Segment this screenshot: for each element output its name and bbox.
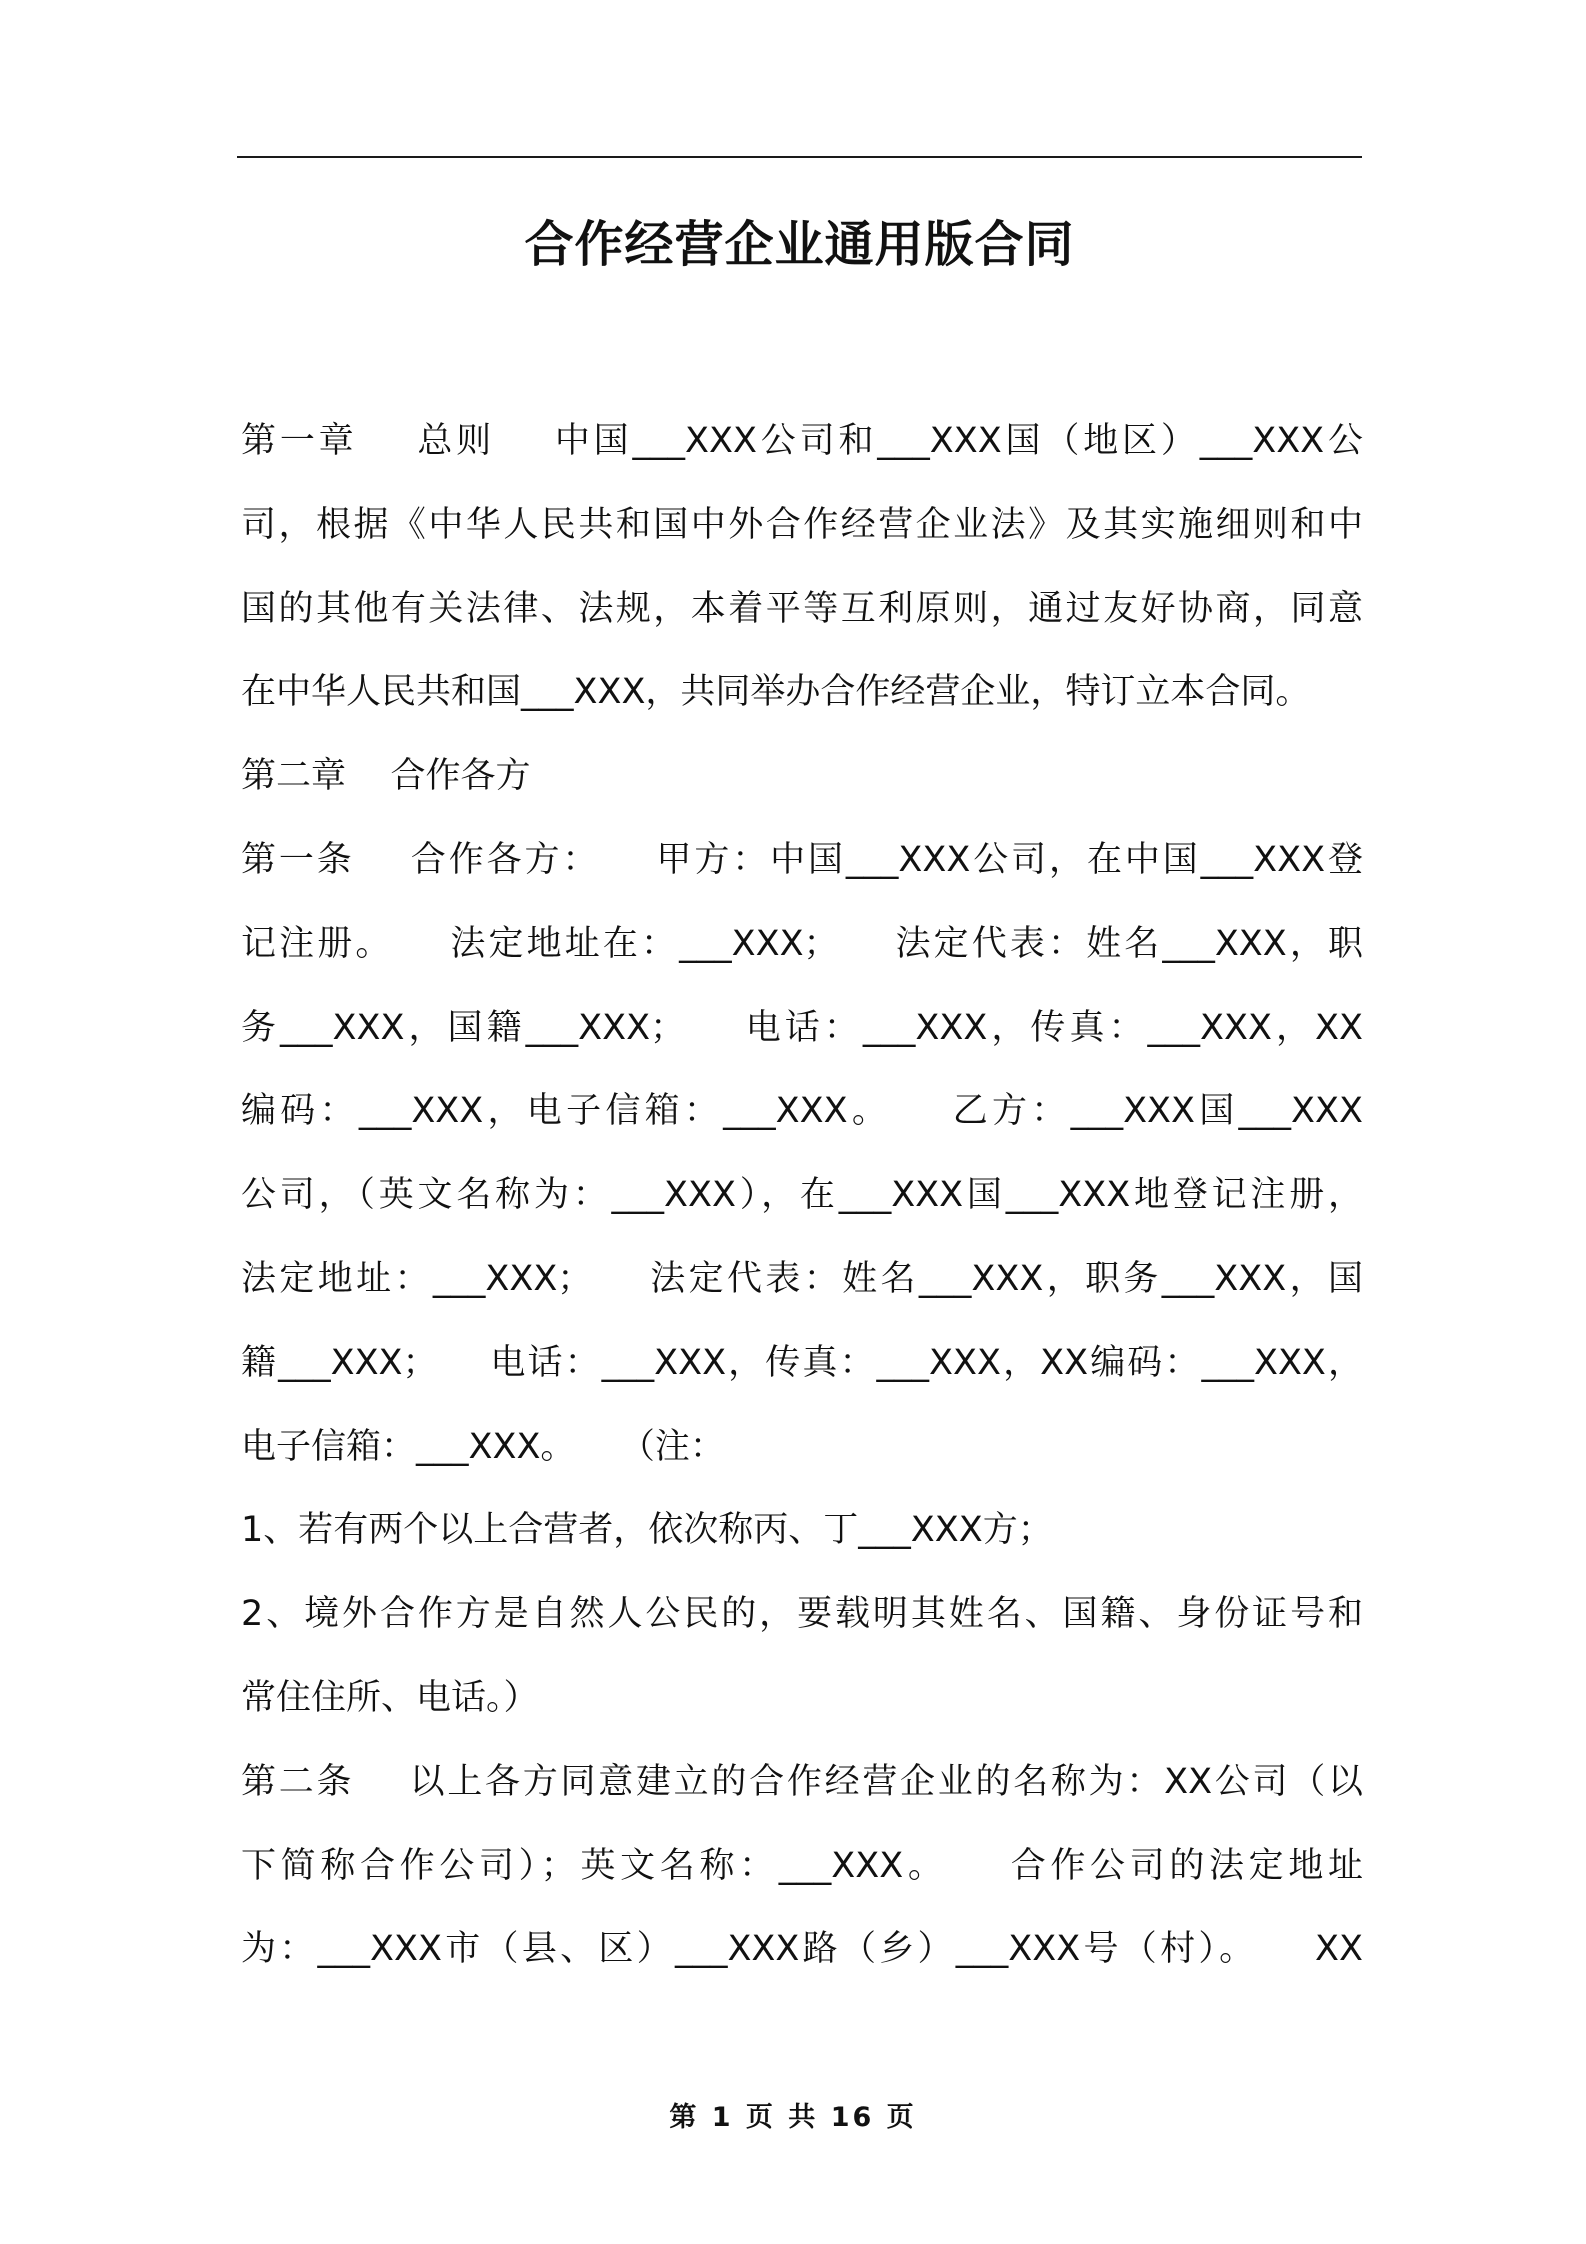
body-line: 司，根据《中华人民共和国中外合作经营企业法》及其实施细则和中: [241, 504, 1363, 545]
body-line: 籍___XXX； 电话：___XXX，传真：___XXX，XX编码：___XXX，: [241, 1342, 1363, 1383]
body-line: 法定地址：___XXX； 法定代表：姓名___XXX，职务___XXX，国: [241, 1258, 1363, 1299]
body-line: 第一章 总则 中国___XXX公司和___XXX国（地区）___XXX公: [241, 421, 1363, 461]
note-item: 1、若有两个以上合营者，依次称丙、丁___XXX方；: [241, 1510, 1053, 1551]
body-line: 在中华人民共和国___XXX，共同举办合作经营企业，特订立本合同。: [241, 672, 1311, 713]
header-rule: [237, 156, 1362, 158]
body-line: 为：___XXX市（县、区）___XXX路（乡）___XXX号（村）。 XX: [241, 1929, 1363, 1970]
body-line: 第二条 以上各方同意建立的合作经营企业的名称为：XX公司（以: [241, 1761, 1363, 1802]
body-line: 编码：___XXX，电子信箱：___XXX。 乙方：___XXX国___XXX: [241, 1091, 1363, 1132]
body-line: 第一条 合作各方： 甲方：中国___XXX公司，在中国___XXX登: [241, 839, 1363, 880]
note-item: 2、境外合作方是自然人公民的，要载明其姓名、国籍、身份证号和: [241, 1594, 1363, 1635]
body-line: 记注册。 法定地址在：___XXX； 法定代表：姓名___XXX，职: [241, 923, 1363, 964]
body-line: 常住住所、电话。）: [241, 1677, 539, 1718]
chapter-heading: 第二章 合作各方: [241, 756, 531, 797]
body-line: 国的其他有关法律、法规，本着平等互利原则，通过友好协商，同意: [241, 588, 1363, 629]
body-line: 公司，（英文名称为：___XXX），在___XXX国___XXX地登记注册，: [241, 1175, 1363, 1216]
page-number-footer: 第 1 页 共 16 页: [669, 2102, 917, 2133]
body-line: 务___XXX，国籍___XXX； 电话：___XXX，传真：___XXX，XX: [241, 1007, 1363, 1048]
document-body: [241, 400, 1363, 1992]
document-title: 合作经营企业通用版合同: [524, 216, 1075, 273]
body-line: 下简称合作公司）；英文名称：___XXX。 合作公司的法定地址: [241, 1845, 1363, 1886]
body-line: 电子信箱：___XXX。 （注：: [241, 1426, 725, 1467]
